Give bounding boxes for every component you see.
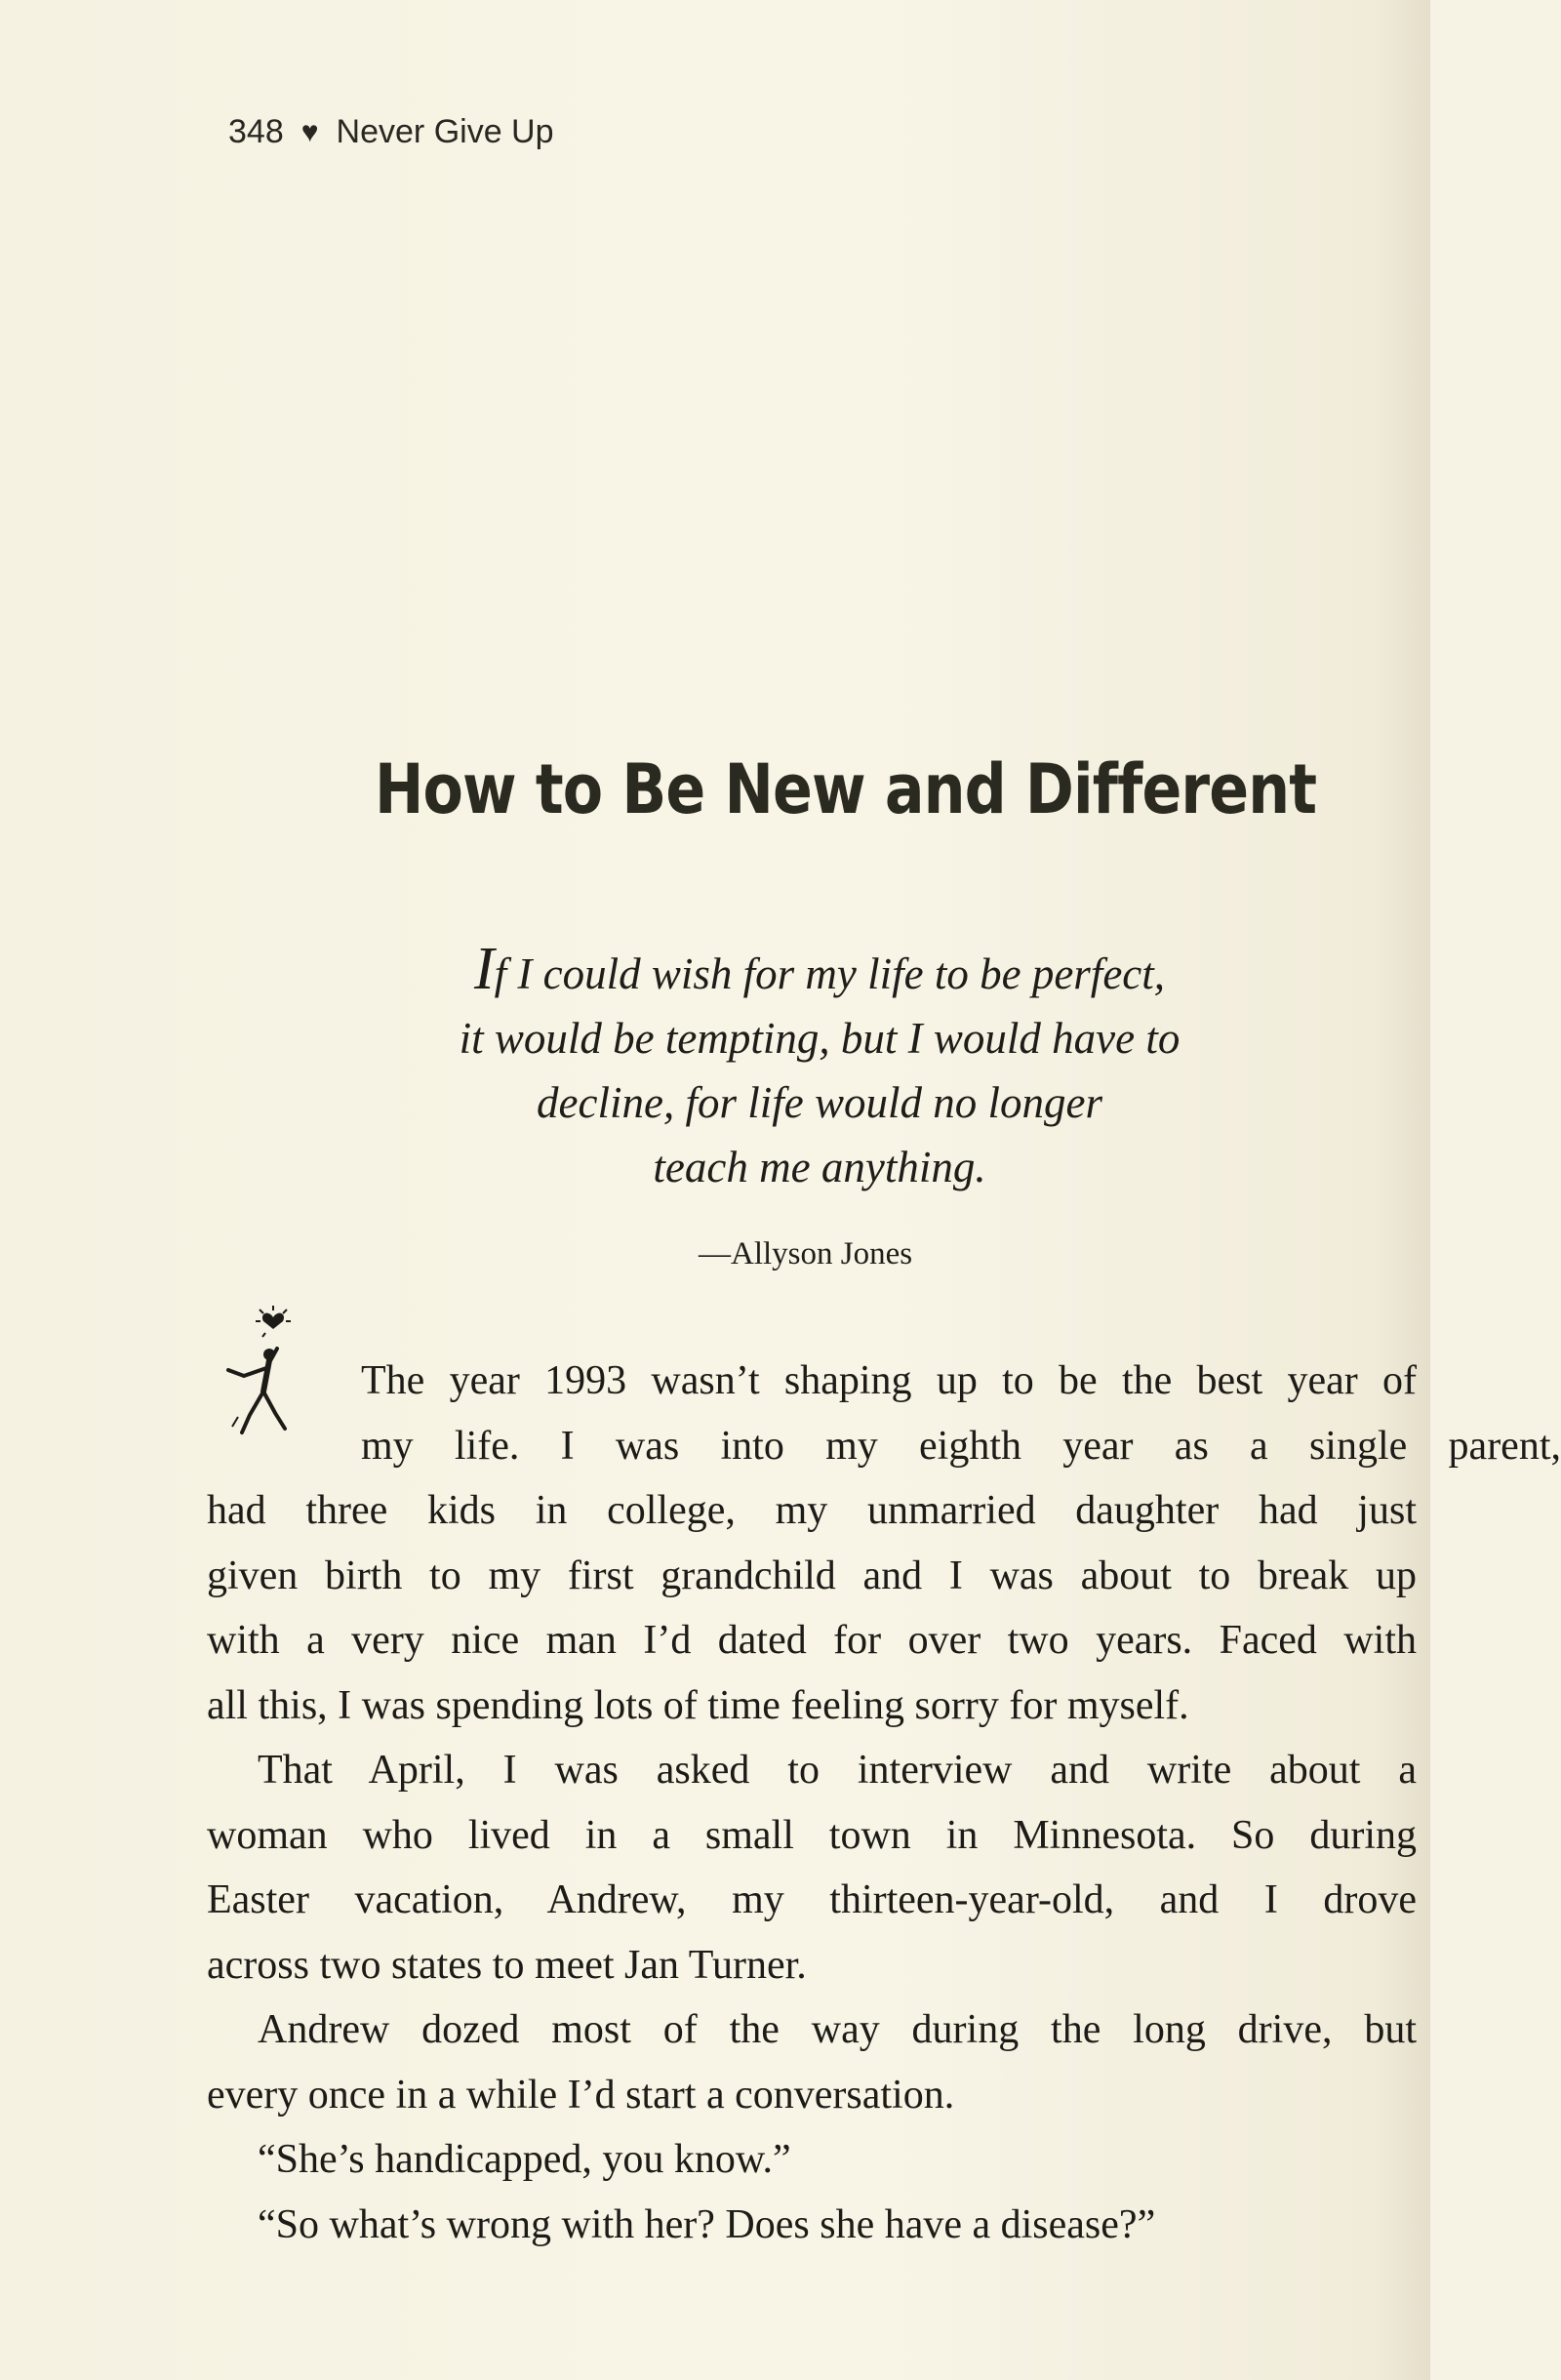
body-line: “She’s handicapped, you know.” bbox=[258, 2137, 791, 2182]
epigraph-line: teach me anything. bbox=[653, 1143, 986, 1191]
body-line: woman who lived in a small town in Minnesota. So during bbox=[207, 1812, 1417, 1858]
running-head bbox=[228, 113, 554, 151]
heart-icon: ♥ bbox=[300, 115, 319, 148]
body-text bbox=[207, 1349, 1561, 2257]
body-line: my life. I was into my eighth year as a single parent, bbox=[361, 1423, 1561, 1469]
body-line: had three kids in college, my unmarried daughter had just bbox=[207, 1488, 1417, 1533]
epigraph-line: it would be tempting, but I would have to bbox=[459, 1014, 1181, 1063]
epigraph-line: decline, for life would no longer bbox=[537, 1078, 1102, 1127]
epigraph-attribution: —Allyson Jones bbox=[699, 1236, 913, 1271]
body-line: all this, I was spending lots of time feeling sorry for myself. bbox=[207, 1682, 1189, 1728]
epigraph-initial: I bbox=[473, 936, 495, 1002]
epigraph-quote bbox=[322, 937, 1317, 1199]
body-line: given birth to my first grandchild and I was about to break up bbox=[207, 1553, 1417, 1598]
body-line: across two states to meet Jan Turner. bbox=[207, 1942, 807, 1988]
body-line: The year 1993 wasn’t shaping up to be the best year of bbox=[361, 1358, 1417, 1403]
body-line: That April, I was asked to interview and write about a bbox=[258, 1748, 1417, 1793]
body-line: Easter vacation, Andrew, my thirteen-year-old, and I drove bbox=[207, 1877, 1417, 1922]
body-line: “So what’s wrong with her? Does she have a disease?” bbox=[258, 2201, 1156, 2247]
chapter-title: How to Be New and Different bbox=[375, 749, 1317, 829]
body-line: every once in a while I’d start a conversation. bbox=[207, 2072, 955, 2118]
body-line: with a very nice man I’d dated for over two years. Faced with bbox=[207, 1618, 1417, 1663]
body-line: Andrew dozed most of the way during the long drive, but bbox=[258, 2007, 1417, 2052]
epigraph-line: If I could wish for my life to be perfect, bbox=[473, 936, 1166, 1002]
book-title: Never Give Up bbox=[336, 113, 554, 150]
page-number: 348 bbox=[228, 113, 284, 150]
